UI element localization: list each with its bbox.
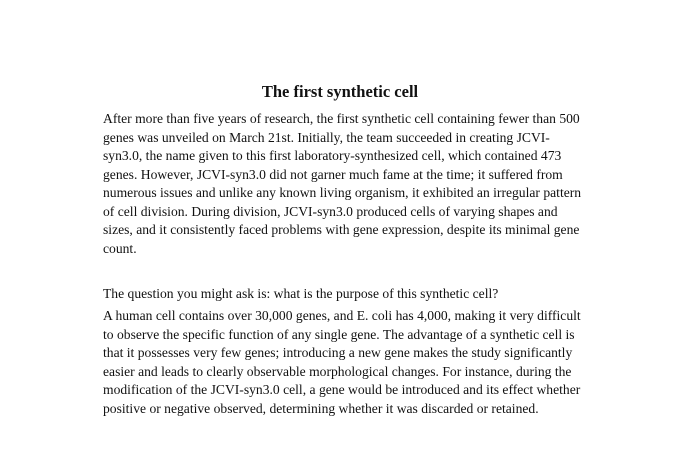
- paragraph-intro: After more than five years of research, the first synthetic cell containing fewer than 500 genes was unveiled on March 21st. Initially, the team succeeded in creating JCVI-syn3.0, the name given to this first laboratory-synthesized cell, which contained 473 genes. However, JCVI-syn3.0 did not garner much fame at the time; it suffered from numerous issues and unlike any known living organism, it exhibited an irregular pattern of cell division. During division, JCVI-syn3.0 produced cells of varying shapes and sizes, and it consistently faced problems with gene expression, despite its minimal gene count.: [103, 111, 582, 256]
- paragraph-answer: A human cell contains over 30,000 genes, and E. coli has 4,000, making it very difficult to observe the specific function of any single gene. The advantage of a synthetic cell is that it possesses very few genes; introducing a new gene makes the study significantly easier and leads to clearly observable morphological changes. For instance, during the modification of the JCVI-syn3.0 cell, a gene would be introduced and its effect whether positive or negative observed, determining whether it was discarded or retained.: [103, 308, 581, 416]
- paragraph-question: The question you might ask is: what is the purpose of this synthetic cell?: [103, 286, 499, 301]
- document-title: The first synthetic cell: [261, 82, 419, 101]
